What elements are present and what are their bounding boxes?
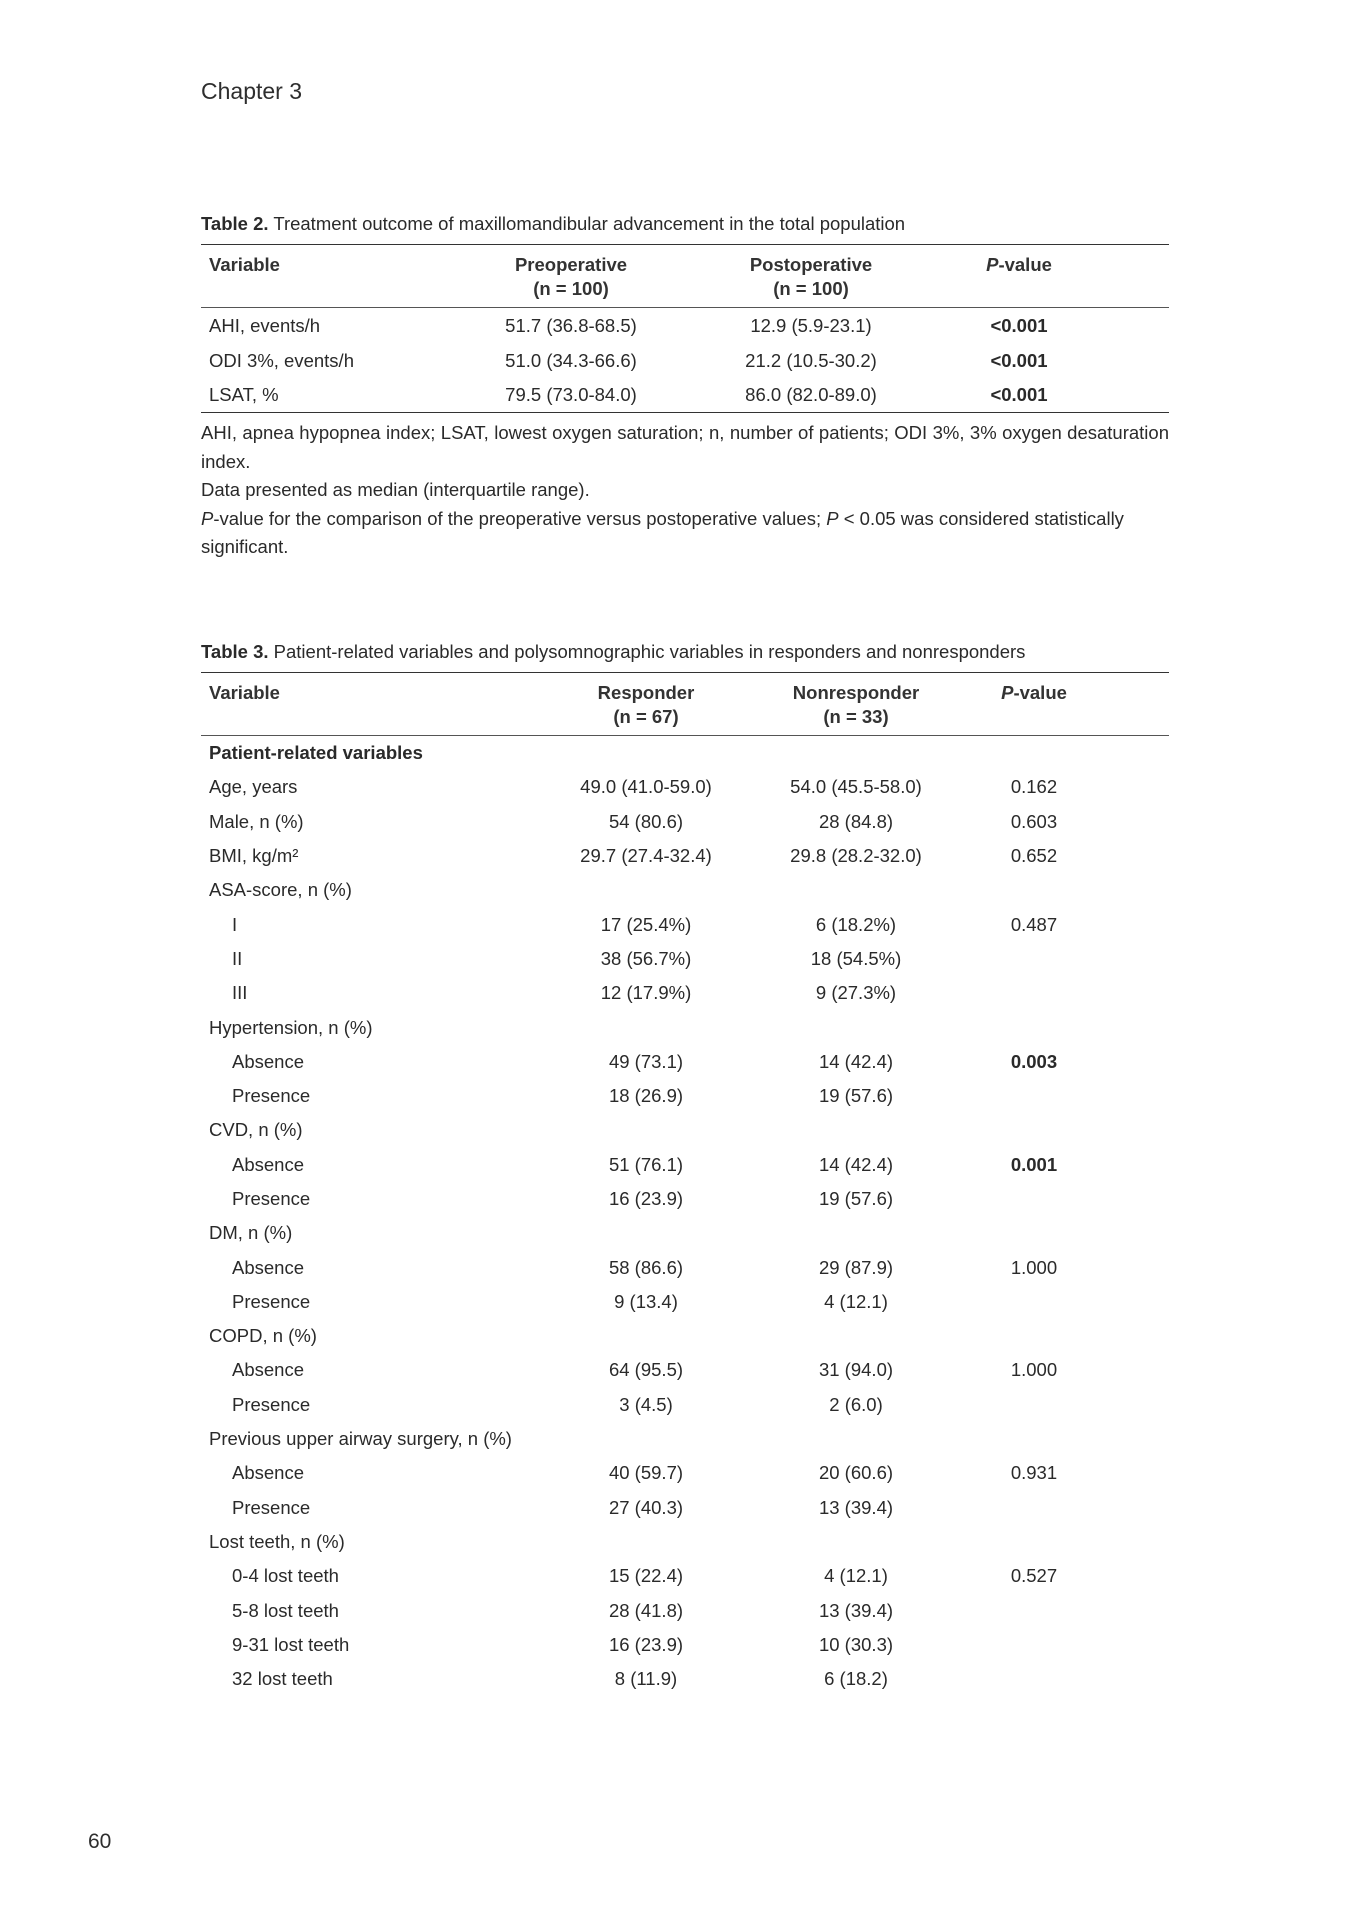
group-label: Lost teeth, n (%) bbox=[209, 1530, 345, 1552]
cell-p: 1.000 bbox=[1010, 1256, 1058, 1278]
group-label: ASA-score, n (%) bbox=[209, 879, 352, 901]
cell-p: <0.001 bbox=[990, 383, 1048, 405]
cell-nonresponder: 2 (6.0) bbox=[829, 1393, 883, 1415]
row-label: BMI, kg/m² bbox=[209, 845, 299, 867]
row-label: I bbox=[232, 913, 238, 935]
table-row bbox=[201, 1250, 1169, 1284]
col-p-value bbox=[931, 245, 1169, 308]
cell-nonresponder: 54.0 (45.5-58.0) bbox=[790, 776, 922, 798]
row-label: 32 lost teeth bbox=[232, 1668, 333, 1690]
group-label-row bbox=[201, 1010, 1169, 1044]
table-row bbox=[201, 805, 1169, 839]
table-row bbox=[201, 1285, 1169, 1319]
cell-p: 0.001 bbox=[1010, 1153, 1058, 1175]
cell-p bbox=[961, 976, 1169, 1010]
table-row bbox=[201, 1559, 1169, 1593]
col-responder-n: (n = 67) bbox=[613, 706, 679, 727]
group-label: CVD, n (%) bbox=[209, 1119, 303, 1141]
col-postoperative bbox=[691, 245, 931, 308]
col-preoperative-n: (n = 100) bbox=[533, 278, 609, 299]
cell-nonresponder: 14 (42.4) bbox=[818, 1050, 894, 1072]
cell-responder: 18 (26.9) bbox=[608, 1085, 684, 1107]
col-p-italic: P bbox=[1001, 682, 1014, 703]
cell-nonresponder: 28 (84.8) bbox=[818, 810, 894, 832]
table-3-header-row bbox=[201, 673, 1169, 736]
cell-responder: 49 (73.1) bbox=[608, 1050, 684, 1072]
table-2-block bbox=[201, 210, 1169, 562]
cell-responder: 51 (76.1) bbox=[608, 1153, 684, 1175]
table-row bbox=[201, 907, 1169, 941]
table-2-abbreviations: AHI, apnea hypopnea index; LSAT, lowest oxygen saturation; n, number of patients; ODI 3%, 3% oxygen desaturation index. bbox=[201, 422, 1169, 472]
table-row bbox=[201, 378, 1169, 413]
cell-nonresponder: 31 (94.0) bbox=[818, 1359, 894, 1381]
cell-p bbox=[961, 1388, 1169, 1422]
col-responder-label: Responder bbox=[597, 682, 695, 703]
table-2-caption-text: Treatment outcome of maxillomandibular advancement in the total population bbox=[273, 213, 906, 234]
table-row bbox=[201, 1388, 1169, 1422]
cell-responder: 9 (13.4) bbox=[614, 1290, 678, 1312]
col-variable: Variable bbox=[209, 682, 280, 703]
row-label: III bbox=[232, 982, 248, 1004]
cell-nonresponder: 14 (42.4) bbox=[818, 1153, 894, 1175]
col-nonresponder-n: (n = 33) bbox=[823, 706, 889, 727]
table-2-header-row bbox=[201, 245, 1169, 308]
cell-p: 0.527 bbox=[1010, 1565, 1058, 1587]
table-3-caption bbox=[201, 638, 1169, 666]
cell-pre: 51.0 (34.3-66.6) bbox=[505, 349, 637, 371]
cell-nonresponder: 4 (12.1) bbox=[824, 1290, 888, 1312]
cell-responder: 15 (22.4) bbox=[608, 1565, 684, 1587]
cell-p: <0.001 bbox=[990, 314, 1048, 336]
table-2-data-note: Data presented as median (interquartile range). bbox=[201, 479, 590, 501]
group-label: DM, n (%) bbox=[209, 1222, 293, 1244]
col-postoperative-n: (n = 100) bbox=[773, 278, 849, 299]
chapter-header: Chapter 3 bbox=[201, 78, 303, 104]
cell-p bbox=[961, 942, 1169, 976]
row-label: ODI 3%, events/h bbox=[209, 349, 354, 371]
cell-responder: 54 (80.6) bbox=[608, 810, 684, 832]
group-label: Previous upper airway surgery, n (%) bbox=[209, 1428, 512, 1450]
table-row bbox=[201, 1148, 1169, 1182]
row-label: Presence bbox=[232, 1290, 311, 1312]
cell-nonresponder: 9 (27.3%) bbox=[815, 982, 897, 1004]
table-row bbox=[201, 1182, 1169, 1216]
table-2-notes bbox=[201, 419, 1169, 562]
row-label: 0-4 lost teeth bbox=[232, 1565, 339, 1587]
row-label: Presence bbox=[232, 1496, 311, 1518]
cell-p: 0.487 bbox=[1010, 913, 1058, 935]
cell-responder: 27 (40.3) bbox=[608, 1496, 684, 1518]
cell-nonresponder: 13 (39.4) bbox=[818, 1599, 894, 1621]
col-p-italic: P bbox=[986, 254, 999, 275]
table-row bbox=[201, 1079, 1169, 1113]
table-2-caption-label: Table 2. bbox=[201, 213, 269, 234]
cell-nonresponder: 4 (12.1) bbox=[824, 1565, 888, 1587]
row-label: Absence bbox=[232, 1462, 304, 1484]
row-label: Absence bbox=[232, 1256, 304, 1278]
col-p-rest: -value bbox=[998, 254, 1052, 275]
table-row bbox=[201, 1491, 1169, 1525]
col-nonresponder bbox=[751, 673, 961, 736]
table-2 bbox=[201, 244, 1169, 413]
cell-responder: 49.0 (41.0-59.0) bbox=[580, 776, 712, 798]
cell-p bbox=[961, 1593, 1169, 1627]
table-3-caption-text: Patient-related variables and polysomnographic variables in responders and nonresponders bbox=[273, 641, 1026, 662]
row-label: Absence bbox=[232, 1359, 304, 1381]
row-label: LSAT, % bbox=[209, 383, 279, 405]
cell-nonresponder: 6 (18.2) bbox=[824, 1668, 888, 1690]
group-label-row bbox=[201, 1422, 1169, 1456]
cell-pre: 79.5 (73.0-84.0) bbox=[505, 383, 637, 405]
cell-post: 21.2 (10.5-30.2) bbox=[745, 349, 877, 371]
cell-p: 0.003 bbox=[1010, 1050, 1058, 1072]
cell-responder: 17 (25.4%) bbox=[600, 913, 692, 935]
table-row bbox=[201, 839, 1169, 873]
cell-responder: 29.7 (27.4-32.4) bbox=[580, 845, 712, 867]
p-italic: P bbox=[201, 507, 214, 529]
table-2-caption bbox=[201, 210, 1169, 238]
cell-responder: 8 (11.9) bbox=[614, 1668, 678, 1690]
col-preoperative-label: Preoperative bbox=[514, 254, 628, 275]
group-label-row bbox=[201, 873, 1169, 907]
row-label: Age, years bbox=[209, 776, 298, 798]
cell-p: <0.001 bbox=[990, 349, 1048, 371]
table-row bbox=[201, 942, 1169, 976]
section-header-row bbox=[201, 736, 1169, 771]
cell-nonresponder: 19 (57.6) bbox=[818, 1085, 894, 1107]
cell-responder: 40 (59.7) bbox=[608, 1462, 684, 1484]
cell-nonresponder: 6 (18.2%) bbox=[815, 913, 897, 935]
col-preoperative bbox=[451, 245, 691, 308]
table-row bbox=[201, 1593, 1169, 1627]
cell-nonresponder: 10 (30.3) bbox=[818, 1633, 894, 1655]
group-label-row bbox=[201, 1525, 1169, 1559]
row-label: Absence bbox=[232, 1153, 304, 1175]
p-note-b: < 0.05 was considered statistically significant. bbox=[201, 507, 1124, 558]
cell-nonresponder: 29.8 (28.2-32.0) bbox=[790, 845, 922, 867]
col-variable: Variable bbox=[209, 254, 280, 275]
table-row bbox=[201, 308, 1169, 344]
table-3 bbox=[201, 672, 1169, 1696]
table-2-p-note bbox=[201, 505, 1169, 562]
group-label: COPD, n (%) bbox=[209, 1325, 317, 1347]
cell-pre: 51.7 (36.8-68.5) bbox=[505, 314, 637, 336]
cell-p bbox=[961, 1662, 1169, 1696]
cell-post: 86.0 (82.0-89.0) bbox=[745, 383, 877, 405]
cell-p: 0.652 bbox=[1010, 845, 1058, 867]
row-label: Presence bbox=[232, 1085, 311, 1107]
cell-p bbox=[961, 1182, 1169, 1216]
cell-responder: 64 (95.5) bbox=[608, 1359, 684, 1381]
cell-responder: 28 (41.8) bbox=[608, 1599, 684, 1621]
row-label: II bbox=[232, 947, 243, 969]
table-row bbox=[201, 1456, 1169, 1490]
table-row bbox=[201, 1628, 1169, 1662]
table-row bbox=[201, 1662, 1169, 1696]
cell-nonresponder: 13 (39.4) bbox=[818, 1496, 894, 1518]
cell-responder: 12 (17.9%) bbox=[600, 982, 692, 1004]
col-postoperative-label: Postoperative bbox=[749, 254, 873, 275]
p-note-a: -value for the comparison of the preoperative versus postoperative values; bbox=[213, 507, 827, 529]
group-label-row bbox=[201, 1319, 1169, 1353]
cell-p bbox=[961, 1628, 1169, 1662]
table-row bbox=[201, 976, 1169, 1010]
row-label: Presence bbox=[232, 1393, 311, 1415]
row-label: 9-31 lost teeth bbox=[232, 1633, 350, 1655]
cell-p: 1.000 bbox=[1010, 1359, 1058, 1381]
col-responder bbox=[541, 673, 751, 736]
p-italic-2: P bbox=[826, 507, 839, 529]
group-label-row bbox=[201, 1216, 1169, 1250]
group-label: Hypertension, n (%) bbox=[209, 1016, 373, 1038]
cell-responder: 16 (23.9) bbox=[608, 1188, 684, 1209]
cell-responder: 58 (86.6) bbox=[608, 1256, 684, 1278]
table-row bbox=[201, 1045, 1169, 1079]
row-label: Male, n (%) bbox=[209, 810, 304, 832]
cell-p: 0.931 bbox=[1010, 1462, 1058, 1484]
table-3-caption-label: Table 3. bbox=[201, 641, 269, 662]
cell-responder: 16 (23.9) bbox=[608, 1633, 684, 1655]
table-3-block bbox=[201, 638, 1169, 1696]
cell-post: 12.9 (5.9-23.1) bbox=[750, 314, 872, 336]
row-label: Presence bbox=[232, 1188, 311, 1209]
row-label: 5-8 lost teeth bbox=[232, 1599, 339, 1621]
cell-responder: 3 (4.5) bbox=[619, 1393, 673, 1415]
row-label: AHI, events/h bbox=[209, 314, 321, 336]
table-row bbox=[201, 770, 1169, 804]
cell-nonresponder: 18 (54.5%) bbox=[810, 947, 902, 969]
cell-responder: 38 (56.7%) bbox=[600, 947, 692, 969]
col-nonresponder-label: Nonresponder bbox=[792, 682, 920, 703]
cell-p: 0.162 bbox=[1010, 776, 1058, 798]
cell-p bbox=[961, 1491, 1169, 1525]
cell-p bbox=[961, 1079, 1169, 1113]
cell-p: 0.603 bbox=[1010, 810, 1058, 832]
group-label-row bbox=[201, 1113, 1169, 1147]
cell-nonresponder: 20 (60.6) bbox=[818, 1462, 894, 1484]
page-number: 60 bbox=[88, 1830, 112, 1853]
col-p-value bbox=[961, 673, 1169, 736]
section-patient-related: Patient-related variables bbox=[209, 742, 423, 764]
cell-nonresponder: 29 (87.9) bbox=[818, 1256, 894, 1278]
table-row bbox=[201, 1353, 1169, 1387]
col-p-rest: -value bbox=[1013, 682, 1067, 703]
cell-p bbox=[961, 1285, 1169, 1319]
row-label: Absence bbox=[232, 1050, 304, 1072]
table-row bbox=[201, 344, 1169, 378]
cell-nonresponder: 19 (57.6) bbox=[818, 1188, 894, 1209]
